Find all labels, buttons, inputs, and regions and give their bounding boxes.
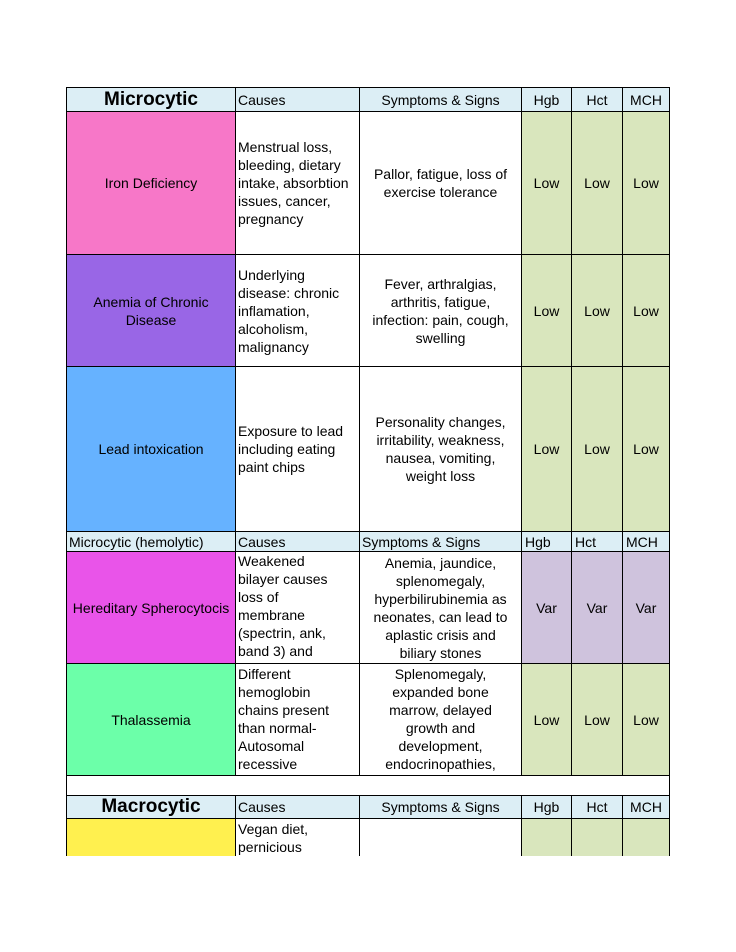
macrocytic-header-row bbox=[66, 795, 670, 818]
table-row bbox=[66, 551, 670, 663]
chronic-hgb: Low bbox=[521, 254, 571, 366]
lead-intoxication-name: Lead intoxication bbox=[66, 366, 235, 531]
symptoms-header: Symptoms & Signs bbox=[359, 795, 521, 818]
table-row bbox=[66, 818, 670, 856]
lead-hct: Low bbox=[571, 366, 622, 531]
spacer-row bbox=[66, 775, 670, 795]
causes-header: Causes bbox=[235, 87, 359, 111]
spherocytosis-symptoms: Anemia, jaundice, splenomegaly, hyperbilirubinemia as neonates, can lead to aplastic crisis and biliary stones bbox=[359, 551, 521, 663]
spherocytosis-hct: Var bbox=[571, 551, 622, 663]
iron-mch: Low bbox=[622, 111, 670, 254]
table-row bbox=[66, 111, 670, 254]
chronic-mch: Low bbox=[622, 254, 670, 366]
mch-header: MCH bbox=[622, 531, 670, 551]
thalassemia-hgb: Low bbox=[521, 663, 571, 775]
hct-header: Hct bbox=[571, 795, 622, 818]
macrocytic-first-causes: Vegan diet, pernicious bbox=[235, 818, 359, 856]
spacer-cell bbox=[66, 775, 670, 795]
hgb-header: Hgb bbox=[521, 795, 571, 818]
chronic-disease-name: Anemia of Chronic Disease bbox=[66, 254, 235, 366]
lead-intoxication-symptoms: Personality changes, irritability, weakness, nausea, vomiting, weight loss bbox=[359, 366, 521, 531]
hgb-header: Hgb bbox=[521, 531, 571, 551]
iron-deficiency-name: Iron Deficiency bbox=[66, 111, 235, 254]
hemolytic-title: Microcytic (hemolytic) bbox=[66, 531, 235, 551]
macrocytic-first-name bbox=[66, 818, 235, 856]
macrocytic-first-hgb bbox=[521, 818, 571, 856]
table-row bbox=[66, 254, 670, 366]
symptoms-header: Symptoms & Signs bbox=[359, 87, 521, 111]
hemolytic-header-row bbox=[66, 531, 670, 551]
symptoms-header: Symptoms & Signs bbox=[359, 531, 521, 551]
hgb-header: Hgb bbox=[521, 87, 571, 111]
mch-header: MCH bbox=[622, 795, 670, 818]
thalassemia-causes: Different hemoglobin chains present than normal- Autosomal recessive bbox=[235, 663, 359, 775]
spherocytosis-name: Hereditary Spherocytocis bbox=[66, 551, 235, 663]
chronic-disease-causes: Underlying disease: chronic inflamation, alcoholism, malignancy bbox=[235, 254, 359, 366]
macrocytic-title: Macrocytic bbox=[66, 795, 235, 818]
lead-hgb: Low bbox=[521, 366, 571, 531]
iron-hct: Low bbox=[571, 111, 622, 254]
table-row bbox=[66, 663, 670, 775]
lead-mch: Low bbox=[622, 366, 670, 531]
hct-header: Hct bbox=[571, 87, 622, 111]
microcytic-title: Microcytic bbox=[66, 87, 235, 111]
iron-deficiency-causes: Menstrual loss, bleeding, dietary intake, absorbtion issues, cancer, pregnancy bbox=[235, 111, 359, 254]
thalassemia-symptoms: Splenomegaly, expanded bone marrow, delayed growth and development, endocrinopathies, bbox=[359, 663, 521, 775]
microcytic-header-row bbox=[66, 87, 670, 111]
chronic-hct: Low bbox=[571, 254, 622, 366]
macrocytic-first-symptoms bbox=[359, 818, 521, 856]
macrocytic-first-mch bbox=[622, 818, 670, 856]
hct-header: Hct bbox=[571, 531, 622, 551]
macrocytic-first-hct bbox=[571, 818, 622, 856]
chronic-disease-symptoms: Fever, arthralgias, arthritis, fatigue, infection: pain, cough, swelling bbox=[359, 254, 521, 366]
thalassemia-mch: Low bbox=[622, 663, 670, 775]
spherocytosis-hgb: Var bbox=[521, 551, 571, 663]
iron-hgb: Low bbox=[521, 111, 571, 254]
table-row bbox=[66, 366, 670, 531]
causes-header: Causes bbox=[235, 531, 359, 551]
thalassemia-hct: Low bbox=[571, 663, 622, 775]
mch-header: MCH bbox=[622, 87, 670, 111]
spherocytosis-causes: Weakened bilayer causes loss of membrane (spectrin, ank, band 3) and bbox=[235, 551, 359, 663]
causes-header: Causes bbox=[235, 795, 359, 818]
spherocytosis-mch: Var bbox=[622, 551, 670, 663]
thalassemia-name: Thalassemia bbox=[66, 663, 235, 775]
lead-intoxication-causes: Exposure to lead including eating paint chips bbox=[235, 366, 359, 531]
iron-deficiency-symptoms: Pallor, fatigue, loss of exercise tolerance bbox=[359, 111, 521, 254]
